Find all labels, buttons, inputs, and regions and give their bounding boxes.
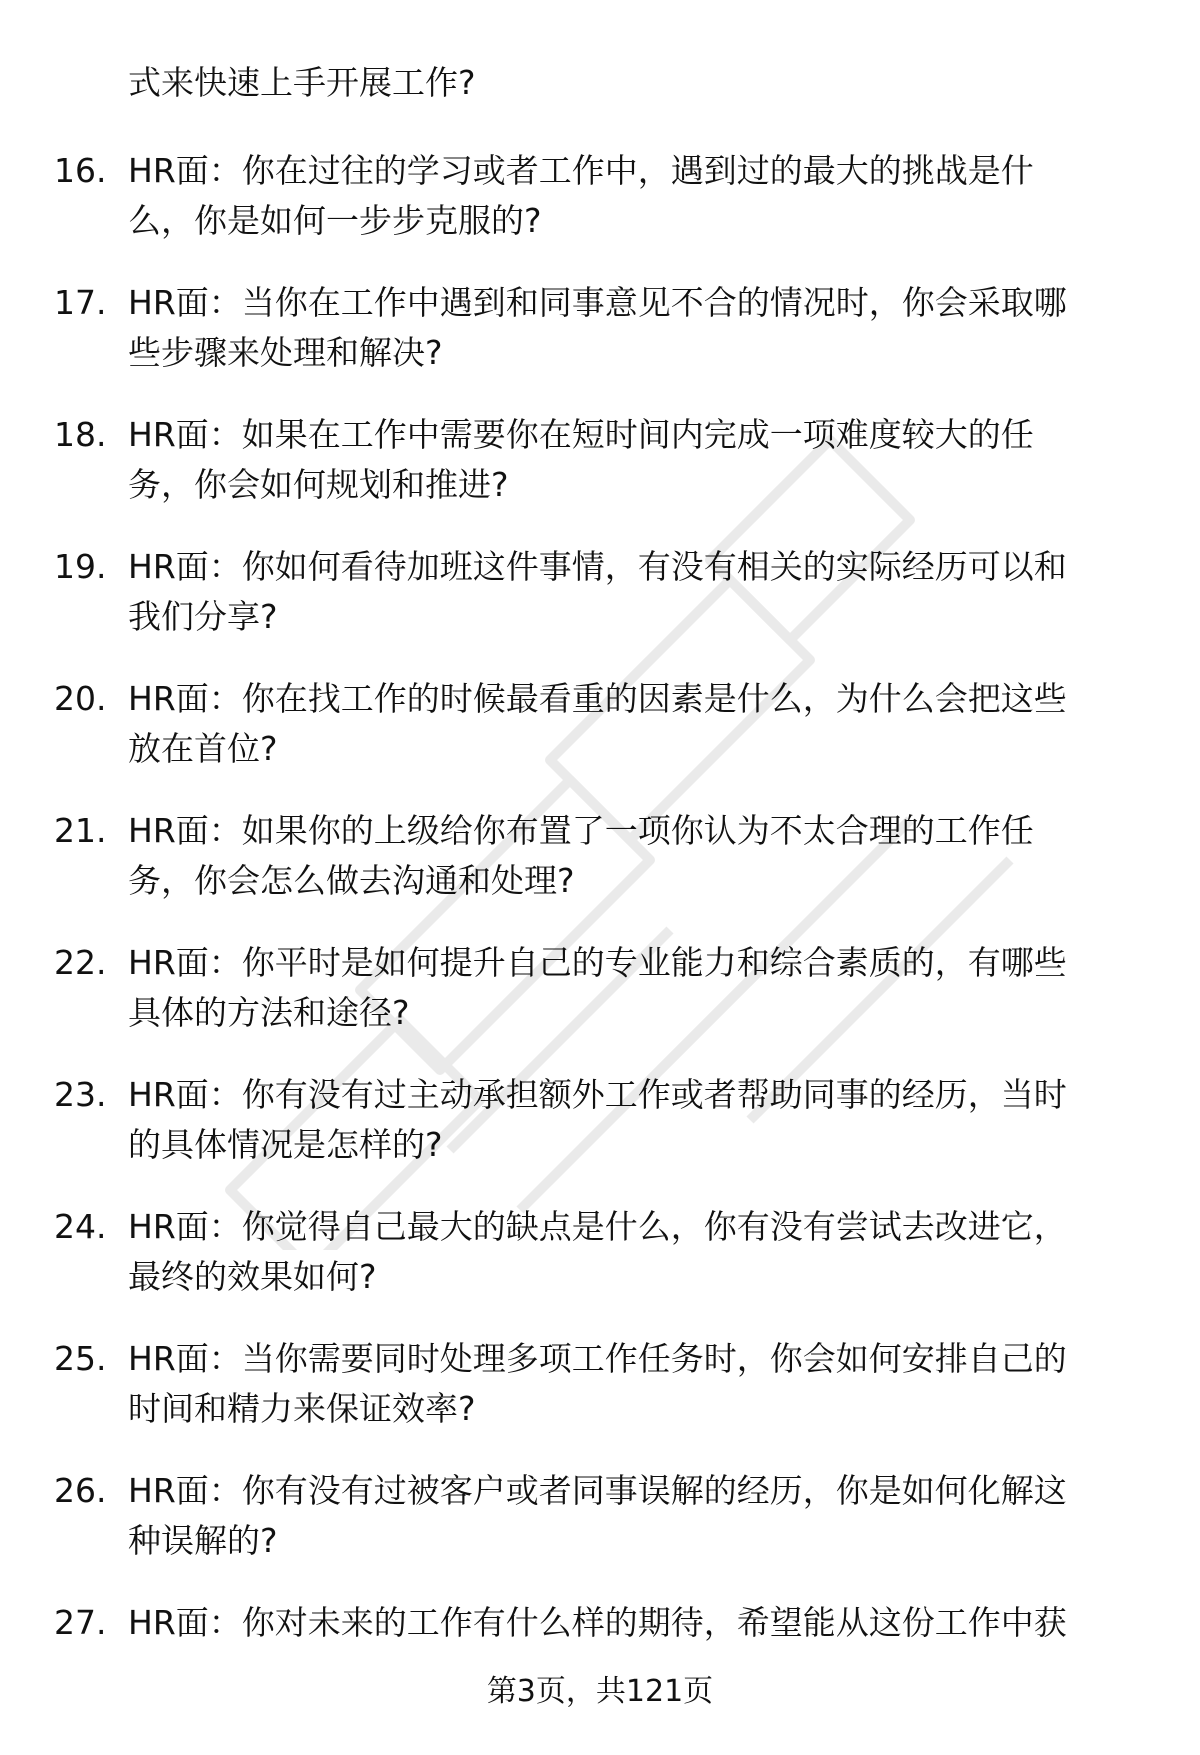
item-number: 21. [54,811,107,850]
list-item [0,1334,1200,1466]
item-number: 26. [54,1471,107,1510]
item-line: HR面：你觉得自己最大的缺点是什么，你有没有尝试去改进它， [128,1207,1067,1246]
item-text [128,1202,1158,1302]
item-line: HR面：你有没有过被客户或者同事误解的经历，你是如何化解这 [128,1471,1067,1510]
item-number: 20. [54,679,107,718]
item-number: 24. [54,1207,107,1246]
item-line: HR面：你在过往的学习或者工作中，遇到过的最大的挑战是什 [128,151,1034,190]
list-item [0,146,1200,278]
item-line: 务，你会怎么做去沟通和处理? [128,861,575,900]
item-text [128,542,1158,642]
list-item [0,542,1200,674]
list-item [0,1202,1200,1334]
item-line: 种误解的? [128,1521,278,1560]
item-line: HR面：你如何看待加班这件事情，有没有相关的实际经历可以和 [128,547,1067,586]
item-line: 么，你是如何一步步克服的? [128,201,542,240]
item-line: HR面：你有没有过主动承担额外工作或者帮助同事的经历，当时 [128,1075,1067,1114]
item-text [128,1598,1158,1648]
list-item [0,674,1200,806]
item-number: 16. [54,151,107,190]
item-text [128,674,1158,774]
question-list [0,146,1200,1730]
list-item [0,806,1200,938]
item-text [128,1334,1158,1434]
item-line: 我们分享? [128,597,278,636]
item-line: 放在首位? [128,729,278,768]
item-text [128,1466,1158,1566]
item-text [128,278,1158,378]
item-line: 的具体情况是怎样的? [128,1125,443,1164]
item-line: HR面：如果在工作中需要你在短时间内完成一项难度较大的任 [128,415,1034,454]
item-line: 时间和精力来保证效率? [128,1389,476,1428]
item-number: 25. [54,1339,107,1378]
item-number: 23. [54,1075,107,1114]
item-text [128,806,1158,906]
item-line: 具体的方法和途径? [128,993,410,1032]
item-number: 19. [54,547,107,586]
item-line: 些步骤来处理和解决? [128,333,443,372]
list-item [0,1070,1200,1202]
item-line: HR面：你对未来的工作有什么样的期待，希望能从这份工作中获 [128,1603,1067,1642]
item-line: HR面：你平时是如何提升自己的专业能力和综合素质的，有哪些 [128,943,1067,982]
item-text [128,146,1158,246]
item-number: 22. [54,943,107,982]
item-text [128,938,1158,1038]
list-item [0,410,1200,542]
item-number: 17. [54,283,107,322]
list-item [0,1466,1200,1598]
list-item [0,938,1200,1070]
item-number: 18. [54,415,107,454]
item-text [128,410,1158,510]
item-line: HR面：如果你的上级给你布置了一项你认为不太合理的工作任 [128,811,1034,850]
item-text [128,1070,1158,1170]
item-line: HR面：当你需要同时处理多项工作任务时，你会如何安排自己的 [128,1339,1067,1378]
page-footer: 第3页，共121页 [486,1674,714,1709]
list-item [0,278,1200,410]
item-line: 务，你会如何规划和推进? [128,465,509,504]
item-line: HR面：当你在工作中遇到和同事意见不合的情况时，你会采取哪 [128,283,1067,322]
item-line: 最终的效果如何? [128,1257,377,1296]
item-line: HR面：你在找工作的时候最看重的因素是什么，为什么会把这些 [128,679,1067,718]
item-number: 27. [54,1603,107,1642]
continuation-line: 式来快速上手开展工作? [128,63,476,102]
